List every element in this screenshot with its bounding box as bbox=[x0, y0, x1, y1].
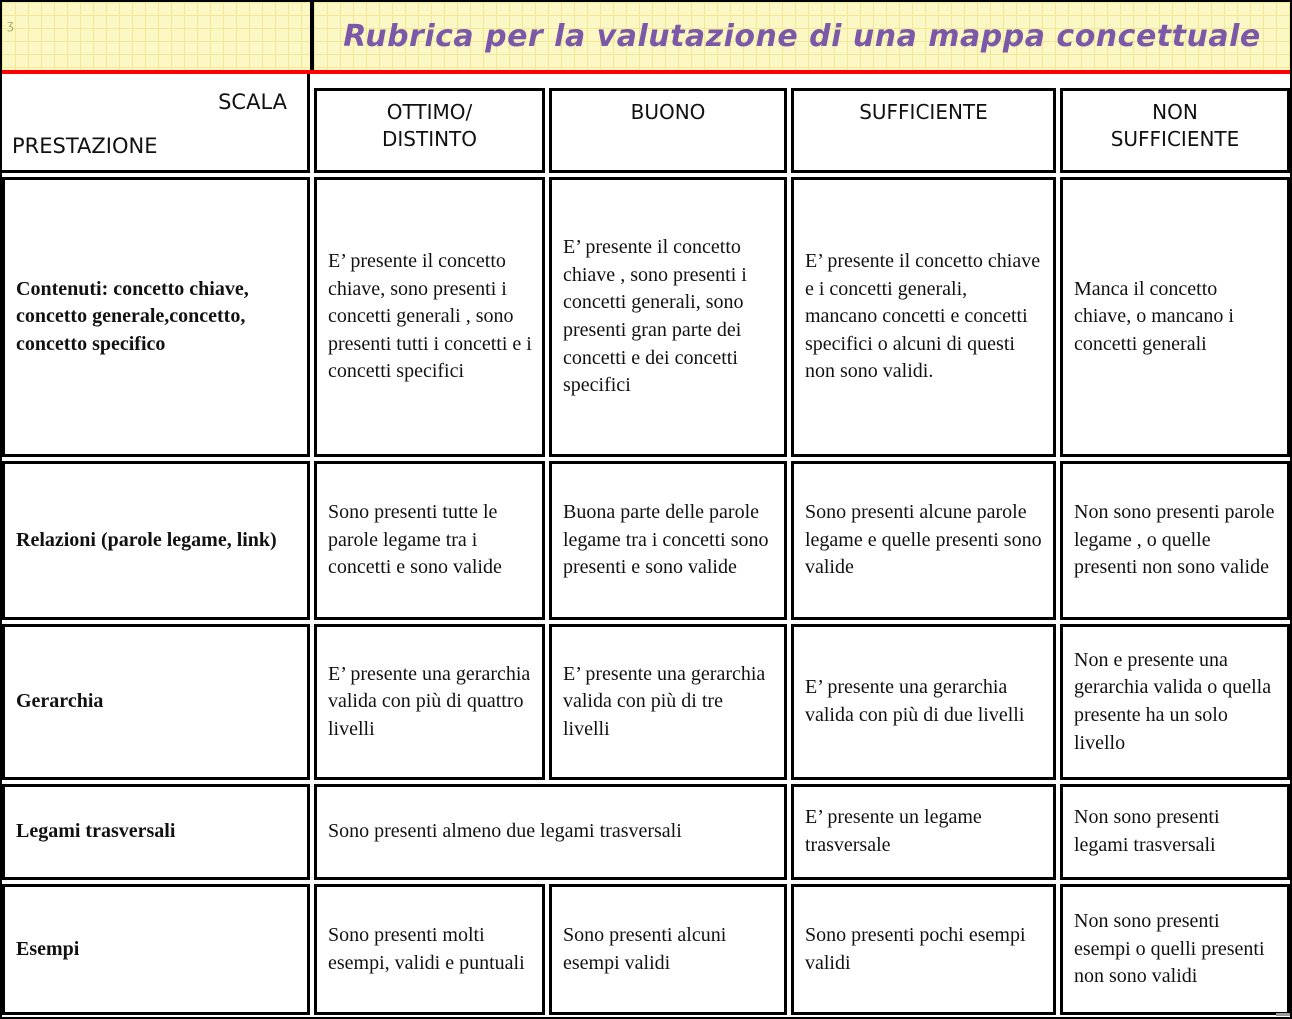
row-label-legami-trasversali: Legami trasversali bbox=[2, 784, 310, 880]
column-header-line: NON bbox=[1152, 100, 1198, 124]
row-label-relazioni: Relazioni (parole legame, link) bbox=[2, 461, 310, 620]
cell-esempi-sufficiente: Sono presenti pochi esempi validi bbox=[791, 884, 1056, 1015]
cell-contenuti-sufficiente: E’ presente il concetto chiave e i concetti generali, mancano concetti e concetti specifici o alcuni di questi non sono validi. bbox=[791, 177, 1056, 457]
cell-legami-sufficiente: E’ presente un legame trasversale bbox=[791, 784, 1056, 880]
cell-gerarchia-ottimo: E’ presente una gerarchia valida con più di quattro livelli bbox=[314, 624, 545, 780]
page-title: Rubrica per la valutazione di una mappa concettuale bbox=[343, 18, 1261, 54]
cell-gerarchia-sufficiente: E’ presente una gerarchia valida con più di due livelli bbox=[791, 624, 1056, 780]
cell-esempi-ottimo: Sono presenti molti esempi, validi e puntuali bbox=[314, 884, 545, 1015]
cell-gerarchia-buono: E’ presente una gerarchia valida con più di tre livelli bbox=[549, 624, 787, 780]
column-header-line: BUONO bbox=[630, 100, 706, 124]
banner-left-spacer bbox=[2, 2, 310, 70]
column-header-line: DISTINTO bbox=[381, 127, 478, 151]
cell-contenuti-ottimo: E’ presente il concetto chiave, sono presenti i concetti generali , sono presenti tutti i concetti e i concetti specifici bbox=[314, 177, 545, 457]
cell-relazioni-sufficiente: Sono presenti alcune parole legame e quelle presenti sono valide bbox=[791, 461, 1056, 620]
cell-relazioni-non-sufficiente: Non sono presenti parole legame , o quelle presenti non sono valide bbox=[1060, 461, 1290, 620]
column-header-line: OTTIMO/ bbox=[386, 100, 473, 124]
row-label-esempi: Esempi bbox=[2, 884, 310, 1015]
performance-axis-label: PRESTAZIONE bbox=[12, 134, 158, 159]
cell-relazioni-ottimo: Sono presenti tutte le parole legame tra i concetti e sono valide bbox=[314, 461, 545, 620]
column-header-sufficiente bbox=[791, 88, 1056, 173]
cell-legami-ottimo-buono-merged: Sono presenti almeno due legami trasversali bbox=[314, 784, 787, 880]
scan-artifact-mark: ʒ bbox=[7, 18, 14, 32]
column-header-buono bbox=[549, 88, 787, 173]
rubric-table bbox=[2, 74, 1290, 1015]
scale-performance-corner-cell bbox=[2, 74, 310, 173]
title-banner bbox=[2, 2, 1290, 74]
scan-artifact-tick bbox=[1276, 1013, 1290, 1016]
column-header-line: SUFFICIENTE bbox=[859, 100, 988, 124]
column-header-ottimo-distinto bbox=[314, 88, 545, 173]
column-header-non-sufficiente bbox=[1060, 88, 1290, 173]
cell-esempi-non-sufficiente: Non sono presenti esempi o quelli presenti non sono validi bbox=[1060, 884, 1290, 1015]
cell-gerarchia-non-sufficiente: Non e presente una gerarchia valida o quella presente ha un solo livello bbox=[1060, 624, 1290, 780]
cell-legami-non-sufficiente: Non sono presenti legami trasversali bbox=[1060, 784, 1290, 880]
cell-relazioni-buono: Buona parte delle parole legame tra i concetti sono presenti e sono valide bbox=[549, 461, 787, 620]
row-label-contenuti: Contenuti: concetto chiave, concetto generale,concetto, concetto specifico bbox=[2, 177, 310, 457]
title-cell bbox=[314, 2, 1290, 70]
scale-axis-label: SCALA bbox=[218, 90, 287, 114]
cell-contenuti-non-sufficiente: Manca il concetto chiave, o mancano i concetti generali bbox=[1060, 177, 1290, 457]
column-header-line: SUFFICIENTE bbox=[1110, 127, 1240, 151]
cell-contenuti-buono: E’ presente il concetto chiave , sono presenti i concetti generali, sono presenti gran parte dei concetti e dei concetti specifici bbox=[549, 177, 787, 457]
cell-esempi-buono: Sono presenti alcuni esempi validi bbox=[549, 884, 787, 1015]
row-label-gerarchia: Gerarchia bbox=[2, 624, 310, 780]
